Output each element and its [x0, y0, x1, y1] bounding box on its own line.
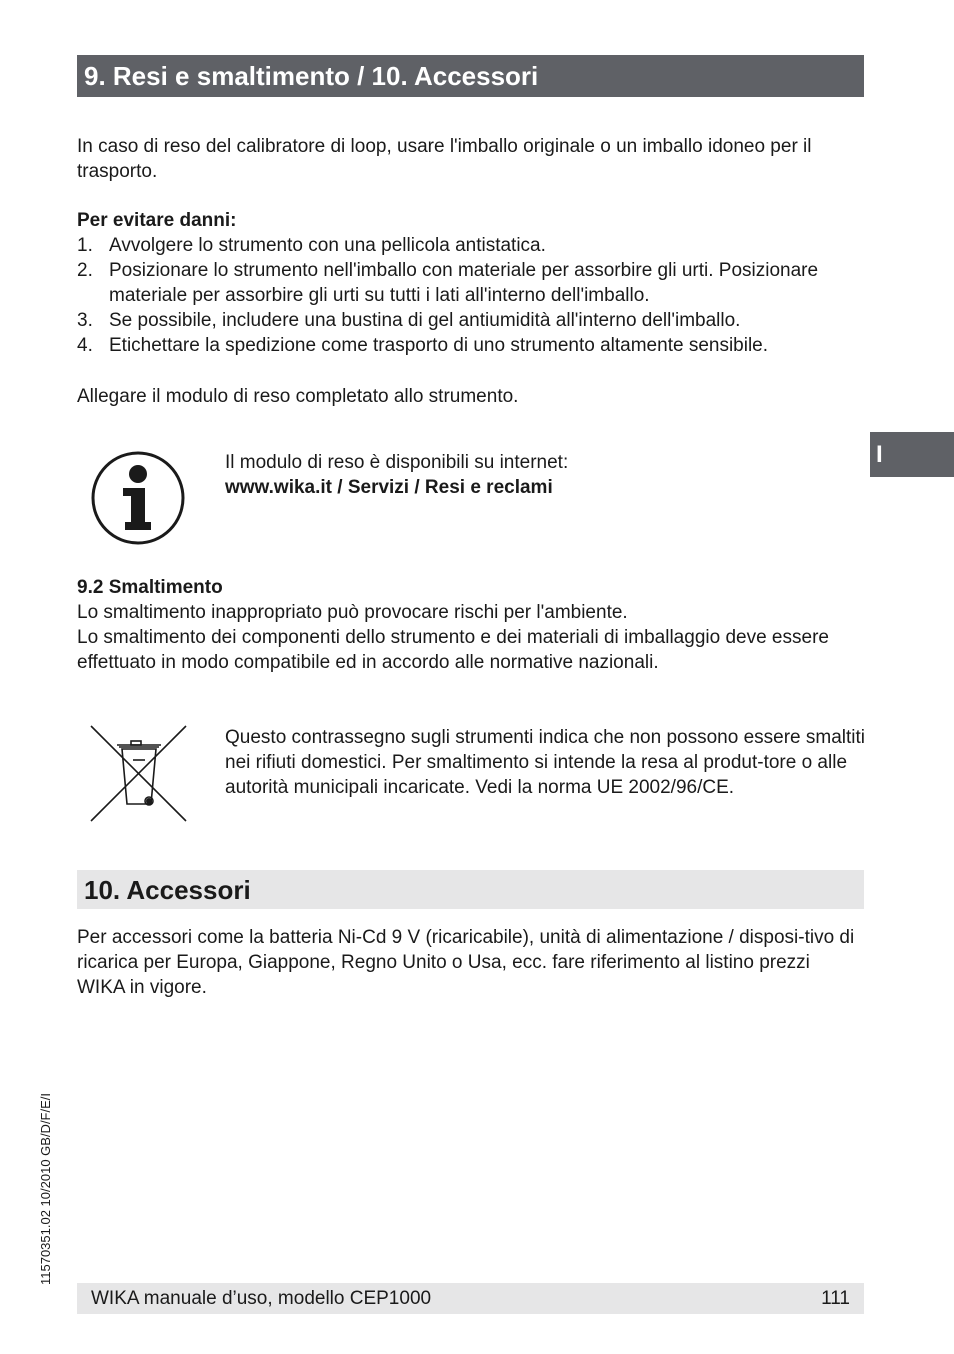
list-item	[77, 308, 867, 333]
info-line: Il modulo di reso è disponibili su internet:	[225, 452, 569, 473]
info-text	[225, 450, 855, 500]
weee-text: Questo contrassegno sugli strumenti indica che non possono essere smaltiti nei rifiuti domestici. Per smaltimento si intende la resa al produt-tore o alle autorità municipali incaricate. Vedi la norma UE 2002/96/CE.	[225, 727, 866, 798]
disposal-line: Lo smaltimento inappropriato può provocare rischi per l'ambiente.	[77, 602, 628, 623]
footer-title: WIKA manuale d’uso, modello CEP1000	[91, 1288, 432, 1309]
intro-paragraph: In caso di reso del calibratore di loop, usare l'imballo originale o un imballo idoneo per il trasporto.	[77, 136, 812, 182]
page-section-title: 9. Resi e smaltimento / 10. Accessori	[77, 55, 864, 97]
list-item-text: Etichettare la spedizione come trasporto di uno strumento altamente sensibile.	[109, 335, 769, 356]
accessories-title: 10. Accessori	[77, 870, 864, 909]
avoid-damage-list	[77, 233, 867, 358]
disposal-line: Lo smaltimento dei componenti dello strumento e dei materiali di imballaggio deve essere effettuato in modo compatibile ed in accordo alle normative nazionali.	[77, 627, 829, 673]
list-item	[77, 333, 867, 358]
disposal-heading: 9.2 Smaltimento	[77, 577, 223, 598]
list-item	[77, 233, 867, 258]
document-code: 11570351.02 10/2010 GB/D/F/E/I	[38, 1092, 53, 1285]
disposal-block	[77, 575, 867, 675]
info-icon	[90, 450, 186, 546]
list-item-number: 3.	[77, 310, 93, 331]
list-item-number: 2.	[77, 260, 93, 281]
list-item-text: Se possibile, includere una bustina di gel antiumidità all'interno dell'imballo.	[109, 310, 741, 331]
language-tab: I	[870, 432, 954, 477]
list-item-number: 4.	[77, 335, 93, 356]
page-footer	[77, 1283, 864, 1314]
avoid-damage-heading: Per evitare danni:	[77, 210, 237, 231]
accessories-text: Per accessori come la batteria Ni-Cd 9 V (ricaricabile), unità di alimentazione / disposi-tivo di ricarica per Europa, Giappone, Regno Unito o Usa, ecc. fare riferimento al listino prezzi WIKA in vigore.	[77, 927, 855, 998]
list-item-text: Avvolgere lo strumento con una pellicola antistatica.	[109, 235, 546, 256]
list-item-number: 1.	[77, 235, 93, 256]
list-item	[77, 258, 867, 308]
list-item-text: Posizionare lo strumento nell'imballo con materiale per assorbire gli urti. Posizionare materiale per assorbire gli urti su tutti i lati all'interno dell'imballo.	[109, 260, 819, 306]
attach-note: Allegare il modulo di reso completato allo strumento.	[77, 386, 519, 407]
crossed-out-bin-icon	[89, 724, 189, 824]
page-number: 111	[821, 1288, 850, 1309]
info-link-text: www.wika.it / Servizi / Resi e reclami	[225, 477, 553, 498]
avoid-damage-block	[77, 208, 867, 358]
